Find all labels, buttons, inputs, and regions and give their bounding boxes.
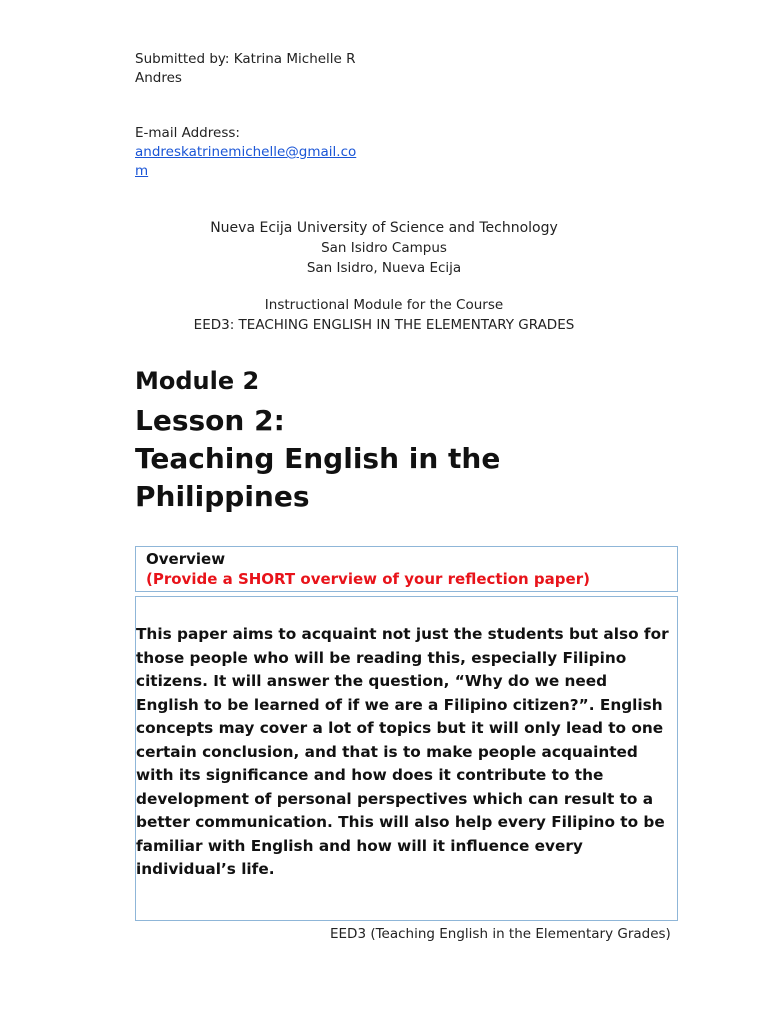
email-label: E-mail Address: (135, 125, 240, 141)
lesson-subtitle (135, 440, 655, 516)
module-title: Module 2 (135, 367, 260, 395)
body-line: individual’s life. (136, 860, 275, 878)
lesson-subtitle-line-1: Teaching English in the (135, 442, 501, 475)
body-line: English to be learned of if we are a Filipino citizen?”. English (136, 695, 663, 714)
submitter-line-2: Andres (135, 70, 182, 86)
body-line: citizens. It will answer the question, “Why do we need (136, 672, 608, 690)
body-line: those people who will be reading this, especially Filipino (136, 648, 627, 667)
page-footer: EED3 (Teaching English in the Elementary Grades) (330, 926, 671, 942)
overview-body-text (136, 623, 677, 882)
lesson-title: Lesson 2: (135, 404, 285, 437)
course-title: EED3: TEACHING ENGLISH IN THE ELEMENTARY GRADES (193, 317, 575, 333)
institution-block (0, 218, 768, 278)
overview-heading: Overview (146, 550, 226, 568)
overview-box (135, 546, 678, 592)
body-line: familiar with English and how will it influence every (136, 836, 583, 855)
overview-instruction: (Provide a SHORT overview of your reflection paper) (146, 570, 590, 588)
body-line: with its significance and how does it contribute to the (136, 766, 604, 784)
body-line: better communication. This will also help every Filipino to be (136, 813, 665, 831)
email-link-line-2: m (135, 163, 149, 179)
overview-body-box (135, 596, 678, 921)
submitter-block (135, 50, 385, 88)
body-line: This paper aims to acquaint not just the students but also for (136, 625, 669, 643)
lesson-subtitle-line-2: Philippines (135, 480, 310, 513)
body-line: concepts may cover a lot of topics but it will only lead to one (136, 719, 664, 737)
email-link-line-1: andreskatrinemichelle@gmail.co (135, 144, 357, 160)
course-block (0, 295, 768, 335)
campus-location: San Isidro, Nueva Ecija (306, 260, 462, 276)
university-name: Nueva Ecija University of Science and Technology (210, 220, 558, 236)
body-line: development of personal perspectives which can result to a (136, 789, 654, 808)
submitter-line-1: Submitted by: Katrina Michelle R (135, 51, 356, 67)
email-block (135, 124, 385, 181)
campus-name: San Isidro Campus (321, 240, 447, 256)
email-link[interactable] (135, 143, 385, 181)
course-intro: Instructional Module for the Course (264, 297, 504, 313)
body-line: certain conclusion, and that is to make people acquainted (136, 742, 638, 761)
